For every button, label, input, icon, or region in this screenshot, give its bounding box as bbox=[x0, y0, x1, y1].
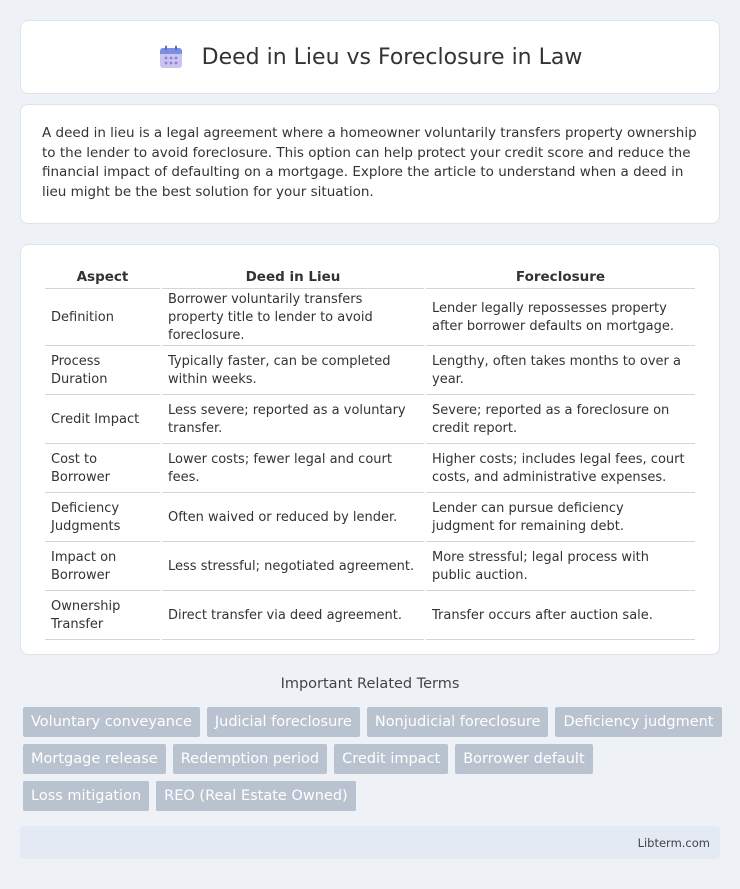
footer-site-link[interactable]: Libterm.com bbox=[637, 836, 710, 850]
table-row bbox=[45, 495, 695, 542]
related-term-tag[interactable]: Deficiency judgment bbox=[555, 707, 721, 737]
footer bbox=[20, 826, 720, 859]
foreclosure-cell: More stressful; legal process with public auction. bbox=[426, 544, 695, 591]
table-row bbox=[45, 291, 695, 346]
header-card bbox=[20, 20, 720, 94]
related-term-tag[interactable]: Mortgage release bbox=[23, 744, 166, 774]
table-row bbox=[45, 397, 695, 444]
deed-in-lieu-cell: Less severe; reported as a voluntary transfer. bbox=[162, 397, 424, 444]
page-title: Deed in Lieu vs Foreclosure in Law bbox=[201, 44, 583, 70]
aspect-cell: Definition bbox=[45, 291, 160, 346]
aspect-cell: Ownership Transfer bbox=[45, 593, 160, 640]
comparison-table-card bbox=[20, 244, 720, 655]
aspect-cell: Deficiency Judgments bbox=[45, 495, 160, 542]
aspect-cell: Process Duration bbox=[45, 348, 160, 395]
related-terms-list bbox=[23, 707, 723, 811]
foreclosure-cell: Severe; reported as a foreclosure on credit report. bbox=[426, 397, 695, 444]
calendar-icon bbox=[158, 44, 184, 70]
aspect-cell: Impact on Borrower bbox=[45, 544, 160, 591]
related-term-tag[interactable]: Nonjudicial foreclosure bbox=[367, 707, 549, 737]
aspect-cell: Credit Impact bbox=[45, 397, 160, 444]
deed-in-lieu-cell: Borrower voluntarily transfers property title to lender to avoid foreclosure. bbox=[162, 291, 424, 346]
deed-in-lieu-cell: Direct transfer via deed agreement. bbox=[162, 593, 424, 640]
foreclosure-cell: Lender can pursue deficiency judgment for remaining debt. bbox=[426, 495, 695, 542]
column-header-foreclosure: Foreclosure bbox=[426, 267, 695, 289]
table-row bbox=[45, 446, 695, 493]
related-term-tag[interactable]: Judicial foreclosure bbox=[207, 707, 360, 737]
table-row bbox=[45, 348, 695, 395]
deed-in-lieu-cell: Lower costs; fewer legal and court fees. bbox=[162, 446, 424, 493]
foreclosure-cell: Lengthy, often takes months to over a year. bbox=[426, 348, 695, 395]
related-term-tag[interactable]: REO (Real Estate Owned) bbox=[156, 781, 356, 811]
table-row bbox=[45, 593, 695, 640]
column-header-aspect: Aspect bbox=[45, 267, 160, 289]
foreclosure-cell: Transfer occurs after auction sale. bbox=[426, 593, 695, 640]
table-header-row bbox=[45, 267, 695, 289]
aspect-cell: Cost to Borrower bbox=[45, 446, 160, 493]
related-term-tag[interactable]: Loss mitigation bbox=[23, 781, 149, 811]
column-header-deed-in-lieu: Deed in Lieu bbox=[162, 267, 424, 289]
foreclosure-cell: Lender legally repossesses property after borrower defaults on mortgage. bbox=[426, 291, 695, 346]
comparison-table bbox=[43, 265, 697, 642]
table-row bbox=[45, 544, 695, 591]
related-term-tag[interactable]: Borrower default bbox=[455, 744, 592, 774]
deed-in-lieu-cell: Typically faster, can be completed within weeks. bbox=[162, 348, 424, 395]
deed-in-lieu-cell: Less stressful; negotiated agreement. bbox=[162, 544, 424, 591]
intro-text: A deed in lieu is a legal agreement where a homeowner voluntarily transfers property ownership to the lender to avoid foreclosure. This option can help protect your credit score and reduce the financial impact of defaulting on a mortgage. Explore the article to understand when a deed in lieu might be the best solution for your situation. bbox=[42, 125, 697, 200]
related-term-tag[interactable]: Voluntary conveyance bbox=[23, 707, 200, 737]
related-term-tag[interactable]: Redemption period bbox=[173, 744, 327, 774]
intro-card bbox=[20, 104, 720, 224]
related-term-tag[interactable]: Credit impact bbox=[334, 744, 448, 774]
related-terms-title: Important Related Terms bbox=[280, 676, 460, 692]
foreclosure-cell: Higher costs; includes legal fees, court costs, and administrative expenses. bbox=[426, 446, 695, 493]
deed-in-lieu-cell: Often waived or reduced by lender. bbox=[162, 495, 424, 542]
